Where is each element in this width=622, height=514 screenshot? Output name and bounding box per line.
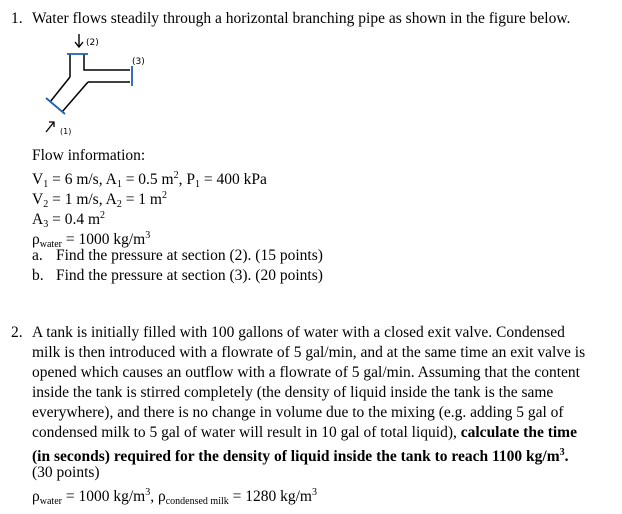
q2-line-1: A tank is initially filled with 100 gallons of water with a closed exit valve. Condensed — [32, 324, 565, 341]
flow-line-1: $V_1 = 6$ m/s, $A_1 = 0.5$ $m^2$, $P_1 = 400$ kPa — [32, 170, 267, 190]
q1-number: 1. — [11, 10, 23, 27]
label-2: (2) — [86, 38, 99, 48]
label-3: (3) — [132, 57, 145, 67]
q2-line-6: condensed milk to 5 gal of water will result in 10 gal of total liquid), calculate the time — [32, 424, 577, 441]
q2-line-7: (in seconds) required for the density of liquid inside the tank to reach 1100 $kg/m^3$. — [32, 447, 569, 465]
flow-heading: Flow information: — [32, 147, 146, 164]
q2-line-3: opened which causes an outflow with a flowrate of 5 gal/min. Assuming that the content — [32, 364, 580, 381]
q1-item-a: a. Find the pressure at section (2). (15 points) — [32, 247, 323, 264]
pipe-figure — [40, 32, 180, 142]
q2-line-4: inside the tank is stirred completely (the density of liquid inside the tank is the same — [32, 384, 554, 401]
flow-line-2: $V_2 = 1$ m/s, $A_2 = 1$ $m^2$ — [32, 190, 167, 210]
flow-line-4: ρwater = 1000 $kg/m^3$ — [32, 230, 151, 250]
q2-points: (30 points) — [32, 464, 100, 481]
flow-line-3: $A_3 = 0.4$ $m^2$ — [32, 210, 106, 230]
q2-line-2: milk is then introduced with a flowrate of 5 gal/min, and at the same time an exit valve is — [32, 344, 586, 361]
q2-line-5: everywhere), and there is no change in volume due to the mixing (e.g. adding 5 gal of — [32, 404, 564, 421]
arrow-1-icon — [46, 122, 54, 132]
q2-number: 2. — [11, 324, 23, 341]
label-1: (1) — [60, 127, 72, 136]
q1-item-b: b. Find the pressure at section (3). (20 points) — [32, 267, 323, 284]
q2-densities: ρwater = 1000 $kg/m^3$, ρcondensed milk = 1280 $kg/m^3$ — [32, 487, 317, 507]
q1-title: Water flows steadily through a horizontal branching pipe as shown in the figure below. — [32, 10, 571, 27]
